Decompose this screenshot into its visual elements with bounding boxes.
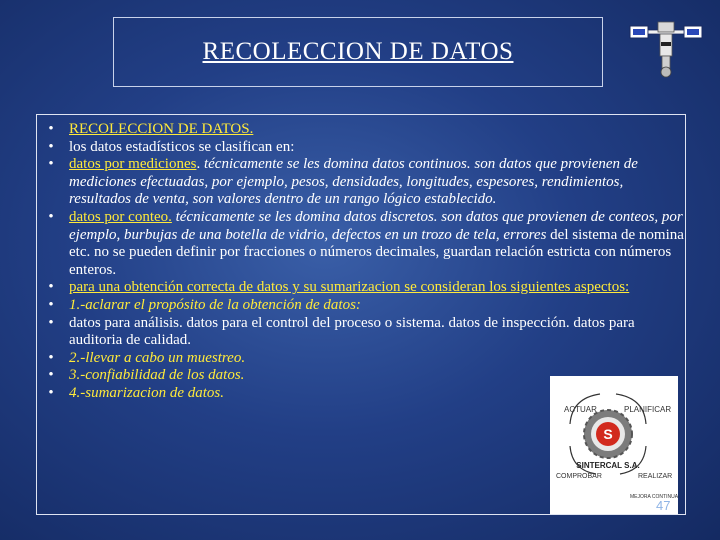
list-item [45,156,685,209]
bullet-icon: • [48,138,54,155]
list-item-text: técnicamente se les domina datos continuos. son datos que provienen de mediciones efectuadas, por ejemplo, pesos, densidades, longitudes, espesores, rendimientos, resultados de venta, son valores dentro de un rango lógico establecido. [69,156,638,208]
list-item [45,279,685,297]
list-item-text: 4.-sumarizacion de datos. [69,384,224,401]
list-item [45,315,685,350]
logo-label-bottom: MEJORA CONTINUA [629,494,678,500]
mechanical-part-icon [628,18,704,80]
logo-label-top-left: ACTUAR [564,405,597,414]
title-frame [113,17,603,87]
list-item [45,209,685,279]
list-item [45,297,685,315]
bullet-icon: • [48,349,54,366]
list-item-text: 3.-confiabilidad de los datos. [69,367,245,384]
list-item-text: datos por conteo. [69,208,172,225]
list-item-text: los datos estadísticos se clasifican en: [69,138,295,155]
page-title: RECOLECCION DE DATOS [202,38,514,65]
bullet-icon: • [48,279,54,296]
list-item-text: del sistema de nomina etc. no se pueden definir por fracciones o números decimales, guardan relación estricta con números enteros. [69,226,684,278]
list-item [45,350,685,368]
list-item-text: datos por mediciones [69,156,197,173]
list-item [45,121,685,139]
bullet-icon: • [48,208,54,225]
bullet-icon: • [48,121,54,137]
logo-company: SINTERCAL S.A. [576,461,640,470]
list-item-text: . [196,156,204,173]
list-item-text: técnicamente se les domina datos discretos. son datos que provienen de conteos, por ejemplo, burbujas de una botella de vidrio, defectos en un trozo de tela, errores [69,208,683,243]
logo-label-top-right: PLANIFICAR [624,405,672,414]
page-number: 47 [656,498,671,513]
list-item-text: RECOLECCION DE DATOS. [69,121,254,137]
pdca-logo [550,376,678,514]
list-item-text: para una obtención correcta de datos y su sumarizacion se consideran los siguientes aspectos: [69,279,630,296]
list-item [45,139,685,157]
bullet-icon: • [48,156,54,173]
logo-label-bottom-right: REALIZAR [638,473,673,480]
list-item-text: 1.-aclarar el propósito de la obtención de datos: [69,296,361,313]
bullet-icon: • [48,314,54,331]
logo-label-bottom-left: COMPROBAR [556,473,602,480]
bullet-list [45,121,685,403]
bullet-icon: • [48,296,54,313]
bullet-icon: • [48,367,54,384]
logo-letter: S [603,426,613,442]
list-item-text: 2.-llevar a cabo un muestreo. [69,349,246,366]
bullet-icon: • [48,384,54,401]
list-item-text: datos para análisis. datos para el control del proceso o sistema. datos de inspección. datos para auditoria de calidad. [69,314,635,349]
